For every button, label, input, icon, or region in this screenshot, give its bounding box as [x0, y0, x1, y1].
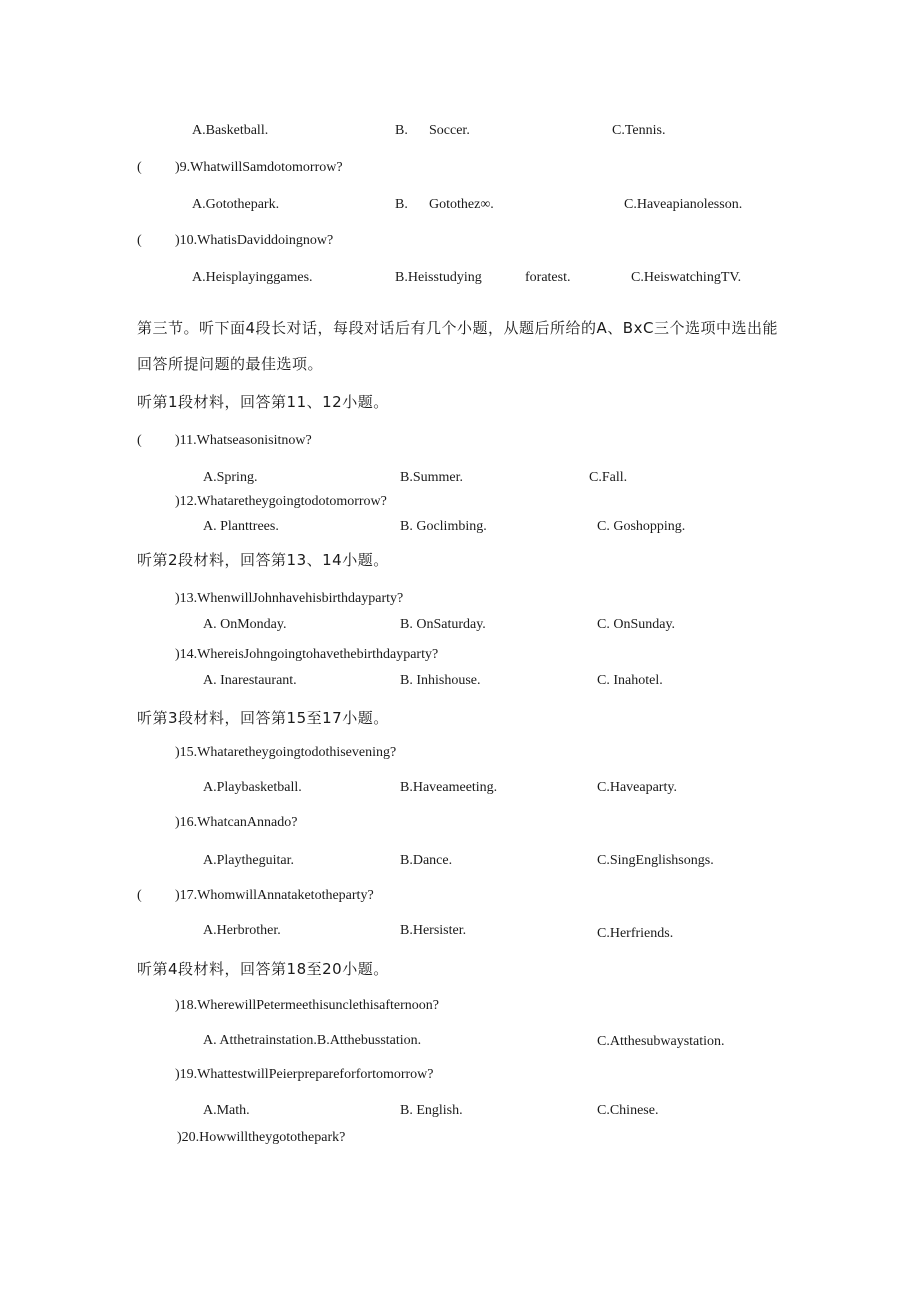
q19-option-a: A.Math.: [203, 1103, 250, 1118]
q13-question: )13.WhenwillJohnhavehisbirthdayparty?: [175, 591, 404, 606]
q9-option-b-text: Gotothez∞.: [429, 197, 494, 212]
part3-heading: 听第3段材料，回答第15至17小题。: [137, 709, 389, 727]
q15-question: )15.Whataretheygoingtodothisevening?: [175, 745, 397, 760]
part2-heading: 听第2段材料，回答第13、14小题。: [137, 551, 389, 569]
q11-option-b: B.Summer.: [400, 470, 464, 485]
q15-option-c: C.Haveaparty.: [597, 780, 677, 795]
section3-instruction-line2: 回答所提问题的最佳选项。: [137, 355, 324, 373]
q17-paren: (: [137, 888, 142, 903]
q12-option-b: B. Goclimbing.: [400, 519, 487, 534]
q12-question: )12.Whataretheygoingtodotomorrow?: [175, 494, 387, 509]
q9-option-a: A.Gotothepark.: [192, 197, 280, 212]
q9-question: )9.WhatwillSamdotomorrow?: [175, 160, 343, 175]
q17-option-b: B.Hersister.: [400, 923, 467, 938]
q11-paren: (: [137, 433, 142, 448]
part4-heading: 听第4段材料，回答第18至20小题。: [137, 960, 389, 978]
q17-question: )17.WhomwillAnnataketotheparty?: [175, 888, 374, 903]
q11-question: )11.Whatseasonisitnow?: [175, 433, 312, 448]
q10-paren: (: [137, 233, 142, 248]
q17-option-c: C.Herfriends.: [597, 926, 674, 941]
q16-option-c: C.SingEnglishsongs.: [597, 853, 714, 868]
q9-option-b-letter: B.: [395, 197, 408, 212]
q9-option-c: C.Haveapianolesson.: [624, 197, 743, 212]
q8-option-c: C.Tennis.: [612, 123, 666, 138]
q18-question: )18.WherewillPetermeethisunclethisafternoon?: [175, 998, 439, 1013]
q16-option-b: B.Dance.: [400, 853, 453, 868]
q17-option-a: A.Herbrother.: [203, 923, 281, 938]
q16-question: )16.WhatcanAnnado?: [175, 815, 298, 830]
q18-option-c: C.Atthesubwaystation.: [597, 1034, 725, 1049]
q14-option-b: B. Inhishouse.: [400, 673, 481, 688]
q9-paren: (: [137, 160, 142, 175]
q15-option-b: B.Haveameeting.: [400, 780, 498, 795]
q13-option-c: C. OnSunday.: [597, 617, 676, 632]
q8-option-b-text: Soccer.: [429, 123, 470, 138]
q13-option-b: B. OnSaturday.: [400, 617, 486, 632]
q12-option-c: C. Goshopping.: [597, 519, 686, 534]
q8-option-a: A.Basketball.: [192, 123, 269, 138]
q12-option-a: A. Planttrees.: [203, 519, 279, 534]
q19-question: )19.WhattestwillPeierprepareforfortomorrow?: [175, 1067, 434, 1082]
q10-question: )10.WhatisDaviddoingnow?: [175, 233, 334, 248]
q19-option-b: B. English.: [400, 1103, 463, 1118]
section3-instruction-line1: 第三节。听下面4段长对话，每段对话后有几个小题，从题后所给的A、BxC三个选项中选出能: [137, 319, 778, 337]
part1-heading: 听第1段材料，回答第11、12小题。: [137, 393, 389, 411]
q10-option-b: B.Heisstudying: [395, 270, 482, 285]
q13-option-a: A. OnMonday.: [203, 617, 287, 632]
q15-option-a: A.Playbasketball.: [203, 780, 302, 795]
q10-option-c: C.HeiswatchingTV.: [631, 270, 742, 285]
q11-option-c: C.Fall.: [589, 470, 628, 485]
q18-option-ab: A. Atthetrainstation.B.Atthebusstation.: [203, 1033, 422, 1048]
q11-option-a: A.Spring.: [203, 470, 258, 485]
q8-option-b-letter: B.: [395, 123, 408, 138]
q14-option-c: C. Inahotel.: [597, 673, 663, 688]
q10-option-a: A.Heisplayinggames.: [192, 270, 313, 285]
q19-option-c: C.Chinese.: [597, 1103, 659, 1118]
q14-question: )14.WhereisJohngoingtohavethebirthdayparty?: [175, 647, 439, 662]
q20-question: )20.Howwilltheygotothepark?: [177, 1130, 346, 1145]
q14-option-a: A. Inarestaurant.: [203, 673, 297, 688]
q10-option-b-cont: foratest.: [525, 270, 571, 285]
q16-option-a: A.Playtheguitar.: [203, 853, 294, 868]
